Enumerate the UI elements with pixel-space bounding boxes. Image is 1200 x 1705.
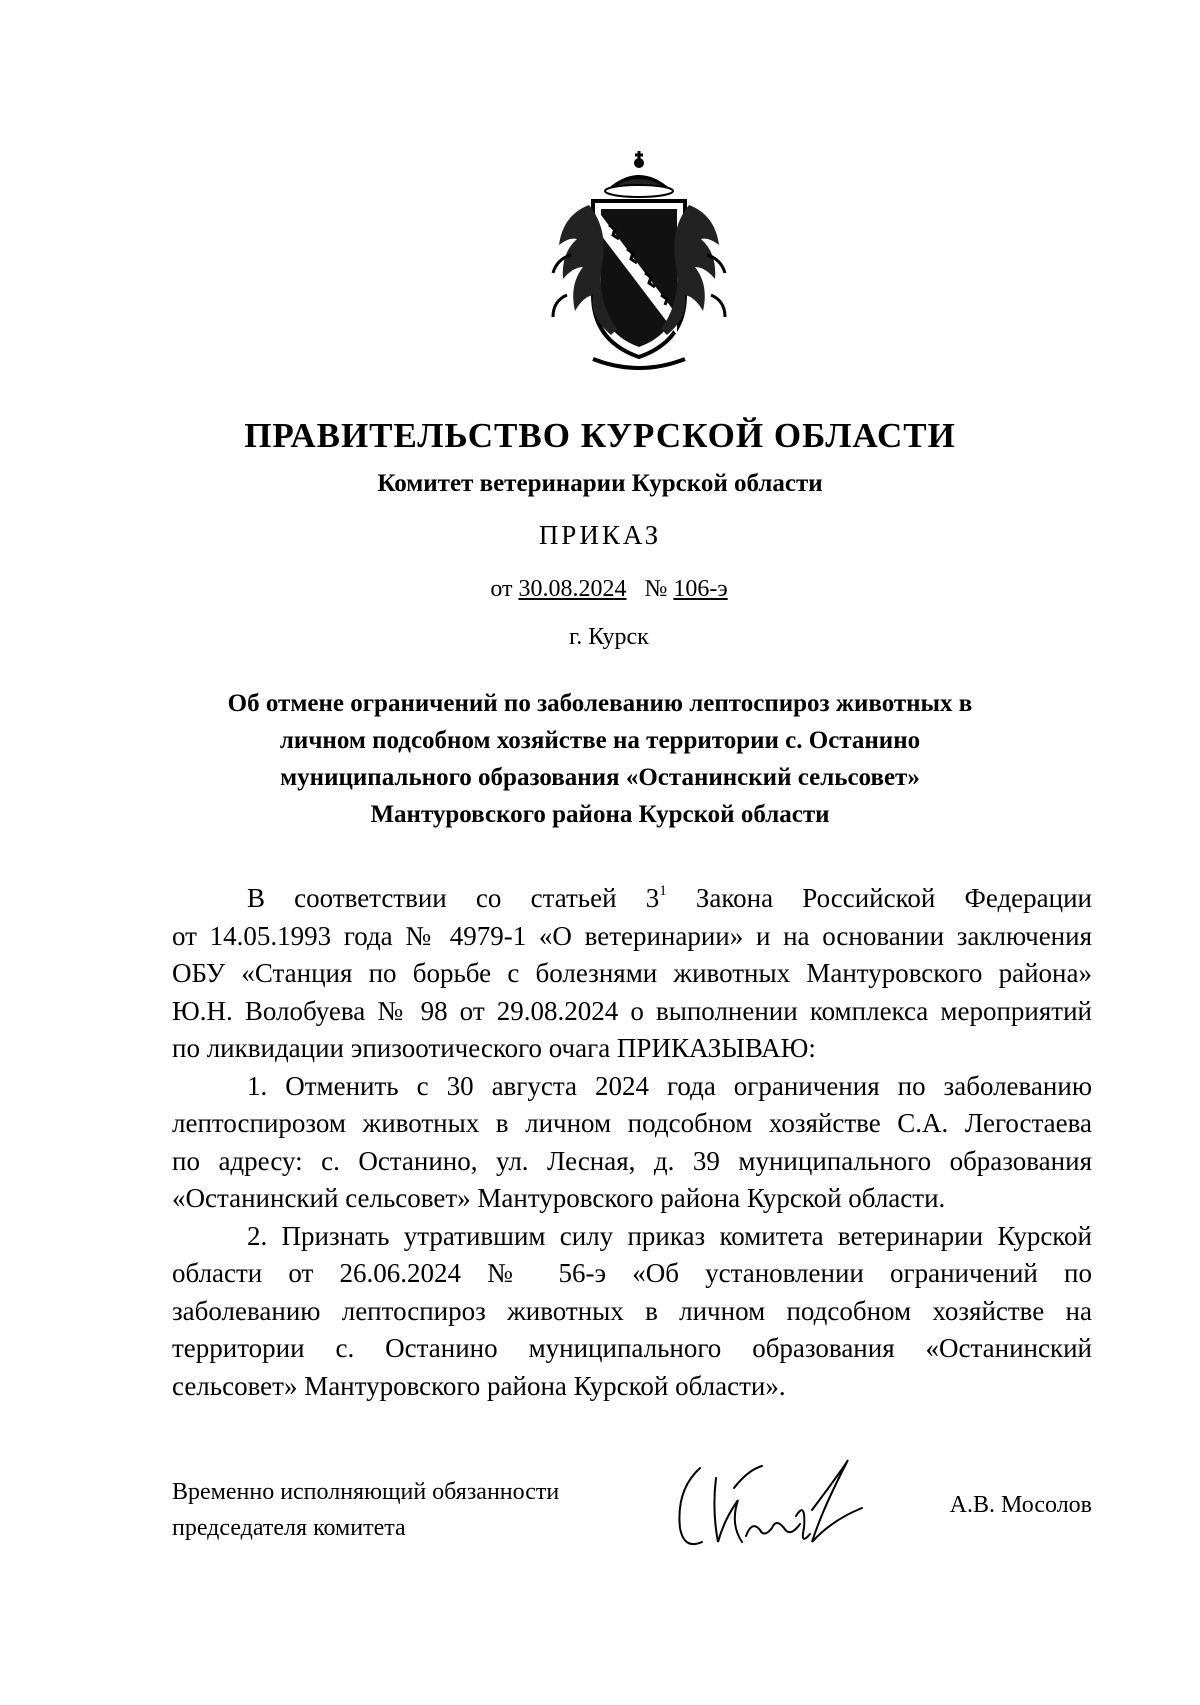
- subject-line: личном подсобном хозяйстве на территории с. Останино: [279, 727, 921, 754]
- subject-line: Об отмене ограничений по заболеванию лептоспироз животных в: [227, 690, 973, 717]
- article-superscript: 1: [659, 883, 667, 899]
- committee-name: Комитет ветеринарии Курской области: [377, 470, 823, 497]
- document-type: ПРИКАЗ: [538, 520, 662, 550]
- city: г. Курск: [569, 624, 649, 650]
- order-date: 30.08.2024: [518, 576, 627, 602]
- order-number: 106-э: [673, 576, 728, 602]
- handwritten-signature: [672, 1450, 872, 1560]
- item-1-line: лептоспирозом животных в личном подсобном хозяйстве С.А. Легостаева: [172, 1108, 1092, 1138]
- intro-paragraph: [172, 880, 1092, 918]
- order-subject: [0, 685, 1200, 833]
- body-line: по ликвидации эпизоотического очага ПРИКАЗЫВАЮ:: [172, 1033, 816, 1063]
- item-2-line: области от 26.06.2024 № 56-э «Об установлении ограничений по: [172, 1258, 1092, 1288]
- number-prefix: №: [644, 576, 668, 602]
- date-prefix: от: [490, 576, 513, 602]
- position-line: Временно исполняющий обязанности: [172, 1479, 560, 1505]
- item-2-line: территории с. Останино муниципального образования «Останинский: [172, 1333, 1092, 1363]
- item-2-line: 2. Признать утратившим силу приказ комитета ветеринарии Курской: [247, 1220, 1092, 1251]
- item-2-line: сельсовет» Мантуровского района Курской области».: [172, 1370, 786, 1401]
- body-line: ОБУ «Станция по борьбе с болезнями животных Мантуровского района»: [172, 958, 1092, 988]
- order-date-number: [0, 576, 1200, 603]
- subject-line: муниципального образования «Останинский сельсовет»: [280, 764, 920, 791]
- order-body: [172, 880, 1092, 1405]
- item-2-line: заболеванию лептоспироз животных в личном подсобном хозяйстве на: [172, 1295, 1092, 1326]
- position-line: председателя комитета: [172, 1515, 406, 1541]
- body-line: от 14.05.1993 года № 4979-1 «О ветеринарии» и на основании заключения: [172, 920, 1092, 951]
- intro-text: В соответствии со статьей 3: [247, 883, 660, 913]
- subject-line: Мантуровского района Курской области: [370, 801, 830, 828]
- item-1-line: по адресу: с. Останино, ул. Лесная, д. 39 муниципального образования: [172, 1145, 1092, 1176]
- government-title: ПРАВИТЕЛЬСТВО КУРСКОЙ ОБЛАСТИ: [244, 416, 956, 455]
- item-1-line: 1. Отменить с 30 августа 2024 года ограничения по заболеванию: [247, 1070, 1092, 1101]
- body-line: Ю.Н. Волобуева № 98 от 29.08.2024 о выполнении комплекса мероприятий: [172, 995, 1092, 1026]
- item-1-line: «Останинский сельсовет» Мантуровского района Курской области.: [172, 1183, 946, 1213]
- signatory-name: А.В. Мосолов: [949, 1492, 1092, 1518]
- intro-text: Закона Российской Федерации: [666, 883, 1092, 913]
- kursk-coat-of-arms-icon: [531, 145, 747, 377]
- signatory-position: [172, 1474, 559, 1546]
